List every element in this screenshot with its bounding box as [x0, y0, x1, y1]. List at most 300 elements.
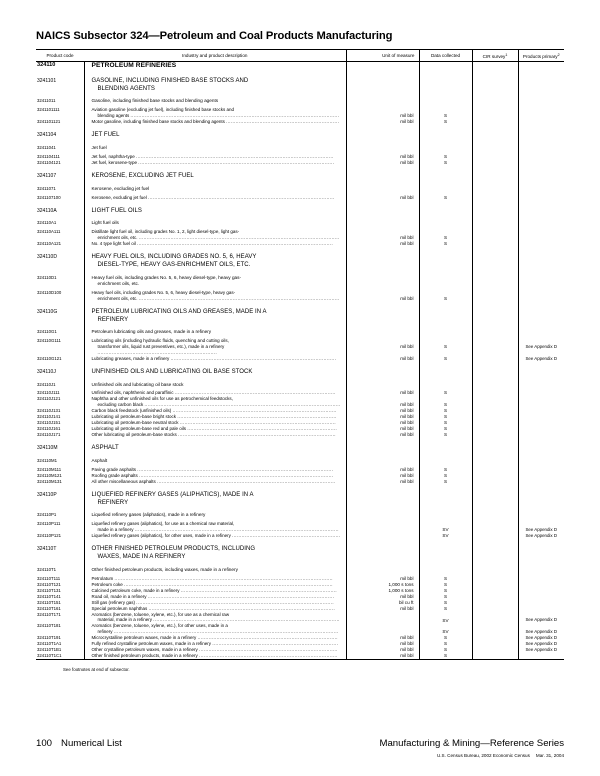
leader-dots: ...................................................................................................................................	[130, 113, 340, 119]
product-code-cell: 324110A121	[36, 241, 84, 247]
unit-of-measure-cell: mil bbl	[346, 229, 419, 241]
product-description-cell	[84, 356, 346, 362]
col-header-data-collected: Data collected	[419, 50, 472, 62]
data-collected-cell: S	[419, 338, 472, 356]
data-collected-cell	[419, 369, 472, 377]
product-code-cell: 324110M1	[36, 458, 84, 464]
unit-of-measure-cell: mil bbl	[346, 414, 419, 420]
data-collected-cell: S	[419, 356, 472, 362]
description-line: HEAVY FUEL OILS, INCLUDING GRADES NO. 5, 6, HEAVY	[91, 254, 257, 261]
product-code-cell: 324110D	[36, 254, 84, 270]
cir-survey-cell	[472, 492, 518, 508]
products-primary-cell	[518, 132, 564, 140]
cir-survey-cell	[472, 173, 518, 181]
product-description-cell	[84, 612, 346, 624]
leader-dots: .............................................................................................................................................	[113, 629, 339, 635]
data-collected-cell: S	[419, 647, 472, 653]
product-code-cell: 32411041	[36, 145, 84, 151]
data-collected-cell: S	[419, 154, 472, 160]
table-row	[36, 275, 564, 287]
table-row	[36, 107, 564, 119]
description-line: Fully refined crystalline petroleum waxes, made in a refinery	[91, 641, 212, 647]
page-footer	[36, 738, 564, 758]
data-collected-cell: S	[419, 408, 472, 414]
product-description-cell	[84, 229, 346, 241]
description-line: Aviation gasoline (excluding jet fuel), including finished base stocks and	[91, 107, 235, 113]
unit-of-measure-cell	[346, 546, 419, 562]
product-code-cell: 324110M	[36, 445, 84, 453]
description-line: Still gas (refinery gas)	[91, 599, 136, 605]
product-code-cell: 3241104121	[36, 160, 84, 166]
description-line: Jet fuel	[91, 145, 107, 151]
unit-of-measure-cell	[346, 208, 419, 216]
description-line-continued: enrichment oils, etc. ..............................................................................................................................	[97, 295, 340, 301]
product-code-cell: 324110T1A1	[36, 641, 84, 647]
data-collected-cell: S	[419, 195, 472, 201]
data-collected-cell: S	[419, 582, 472, 588]
table-row	[36, 173, 564, 181]
unit-of-measure-cell: 1,000 s tons	[346, 582, 419, 588]
product-description-cell	[84, 338, 346, 356]
leader-dots: ...................................................................................................	[178, 432, 336, 438]
unit-of-measure-cell: mil bbl	[346, 420, 419, 426]
page-number: 100	[36, 738, 53, 749]
data-collected-cell: S	[419, 594, 472, 600]
table-spacer-row	[36, 485, 564, 492]
product-description-cell	[84, 62, 346, 71]
product-code-cell: 324110J151	[36, 420, 84, 426]
products-primary-cell: See Appendix D	[518, 356, 564, 362]
product-code-cell: 324110T151	[36, 600, 84, 606]
description-line: OTHER FINISHED PETROLEUM PRODUCTS, INCLUDING	[91, 546, 256, 553]
product-code-cell: 324110J	[36, 369, 84, 377]
data-collected-cell: S	[419, 420, 472, 426]
products-primary-cell: See Appendix D	[518, 647, 564, 653]
unit-of-measure-cell: mil bbl	[346, 576, 419, 582]
footnote-marker-1: 1	[505, 52, 508, 57]
description-line: No. 4 type light fuel oil	[91, 241, 136, 247]
product-code-cell: 324110D1	[36, 275, 84, 287]
description-line: Naphtha and other unfinished oils for use as petrochemical feedstocks,	[91, 396, 233, 402]
unit-of-measure-cell	[346, 445, 419, 453]
description-line: Aromatics (benzene, toluene, xylene, etc.), for use as a chemical raw	[91, 611, 230, 617]
description-line-continued: refinery .............................................................................................................................................	[97, 629, 339, 635]
cir-survey-cell	[472, 229, 518, 241]
description-line: Motor gasoline, including finished base stocks and blending agents	[91, 119, 225, 125]
table-spacer-row	[36, 201, 564, 208]
data-collected-cell: S	[419, 107, 472, 119]
product-code-cell: 324110T131	[36, 588, 84, 594]
table-spacer-row	[36, 247, 564, 254]
data-collected-cell: S	[419, 473, 472, 479]
description-line: Kerosene, excluding jet fuel	[91, 194, 147, 200]
product-code-cell: 324110G1	[36, 329, 84, 335]
data-collected-cell: S	[419, 576, 472, 582]
leader-dots: ...........................................................................................................................	[144, 402, 341, 408]
product-code-cell: 324110P111	[36, 521, 84, 533]
description-line: Petrolatum	[91, 575, 114, 581]
leader-dots: ..................................................................................................	[180, 587, 338, 593]
table-row	[36, 445, 564, 453]
col-header-unit: Unit of measure	[346, 50, 419, 62]
table-row	[36, 396, 564, 408]
description-line: Distillate light fuel oil, including grades No. 1, 2, light diesel-type, light gas-	[91, 229, 240, 235]
product-code-cell: 324110T181	[36, 623, 84, 635]
description-line: Roofing grade asphalts	[91, 472, 138, 478]
leader-dots: ...........................................................................................................................	[138, 159, 335, 165]
unit-of-measure-cell: mil bbl	[346, 641, 419, 647]
description-line: Gasoline, including finished base stocks and blending agents	[91, 98, 219, 104]
products-primary-cell	[518, 254, 564, 270]
unit-of-measure-cell	[346, 369, 419, 377]
table-spacer-row	[36, 539, 564, 546]
products-primary-cell	[518, 62, 564, 71]
table-row	[36, 229, 564, 241]
table-row	[36, 521, 564, 533]
data-collected-cell: S	[419, 479, 472, 485]
cir-survey-cell	[472, 62, 518, 71]
table-spacer-row	[36, 438, 564, 445]
table-row	[36, 338, 564, 356]
description-line: Road oil, made in a refinery	[91, 593, 147, 599]
description-line: KEROSENE, EXCLUDING JET FUEL	[91, 172, 194, 179]
description-line: LIQUEFIED REFINERY GASES (ALIPHATICS), MADE IN A	[91, 491, 254, 498]
product-code-cell: 324110M121	[36, 473, 84, 479]
unit-of-measure-cell: mil bbl	[346, 160, 419, 166]
table-spacer-row	[36, 166, 564, 173]
product-code-cell: 324110P	[36, 492, 84, 508]
leader-dots: ..............................................................................................................................	[138, 235, 340, 241]
product-description-cell	[84, 107, 346, 119]
product-description-cell	[84, 623, 346, 635]
leader-dots: .......................................................................	[226, 119, 340, 125]
product-code-cell: 324110J111	[36, 390, 84, 396]
col-header-cir-survey-text: CIR survey	[482, 54, 506, 60]
col-header-products-primary-text: Products primary	[522, 54, 558, 60]
cir-survey-cell	[472, 338, 518, 356]
product-description-cell	[84, 492, 346, 508]
products-primary-cell: See Appendix D	[518, 533, 564, 539]
data-collected-cell: S	[419, 467, 472, 473]
description-line: Light fuel oils	[91, 220, 119, 226]
description-line: UNFINISHED OILS AND LUBRICATING OIL BASE STOCK	[91, 368, 253, 375]
description-line: Calcined petroleum coke, made in a refinery	[91, 587, 180, 593]
data-collected-cell: S	[419, 432, 472, 438]
products-primary-cell	[518, 396, 564, 408]
footer-date: Mar. 31, 2004	[535, 752, 564, 758]
description-line: Lubricating greases, made in a refinery	[91, 355, 170, 361]
leader-dots: ..........................................................................................................................	[139, 472, 334, 478]
data-collected-cell	[419, 62, 472, 71]
leader-dots: ................................................................................................................	[157, 478, 336, 484]
description-line: Other crystalline petroleum waxes, made in a refinery	[91, 647, 198, 653]
product-code-cell: 324110J141	[36, 414, 84, 420]
description-line: Petroleum coke	[91, 581, 123, 587]
products-primary-cell: See Appendix D	[518, 623, 564, 635]
product-description-cell	[84, 241, 346, 247]
cir-survey-cell	[472, 623, 518, 635]
data-collected-cell: SV	[419, 612, 472, 624]
product-code-cell: 3241107100	[36, 195, 84, 201]
unit-of-measure-cell	[346, 78, 419, 94]
description-line: Asphalt	[91, 458, 108, 463]
unit-of-measure-cell: mil bbl	[346, 396, 419, 408]
product-description-cell	[84, 479, 346, 485]
leader-dots: ...........................................................................................................................	[137, 241, 334, 247]
leader-dots: ...................................................................................................................................	[124, 581, 333, 587]
products-primary-cell	[518, 173, 564, 181]
product-description-cell	[84, 254, 346, 270]
unit-of-measure-cell: mil bbl	[346, 241, 419, 247]
data-collected-cell: S	[419, 588, 472, 594]
products-primary-cell: See Appendix D	[518, 635, 564, 641]
unit-of-measure-cell: mil bbl	[346, 426, 419, 432]
product-code-cell: 324110G111	[36, 338, 84, 356]
col-header-product-code: Product code	[36, 50, 84, 62]
cir-survey-cell	[472, 290, 518, 302]
unit-of-measure-cell	[346, 612, 419, 624]
product-code-cell: 324110T	[36, 546, 84, 562]
leader-dots: ........................................................................................	[197, 635, 338, 641]
table-row	[36, 623, 564, 635]
table-row	[36, 309, 564, 325]
description-line-continued: REFINERY	[97, 499, 129, 506]
product-description-cell	[84, 78, 346, 94]
products-primary-cell	[518, 369, 564, 377]
document-page	[36, 30, 564, 672]
col-header-description: Industry and product description	[84, 50, 346, 62]
unit-of-measure-cell	[346, 623, 419, 635]
description-line: Heavy fuel oils, including grades No. 5, 6, heavy diesel-type, heavy gas-	[91, 289, 236, 295]
table-row	[36, 78, 564, 94]
leader-dots: .......................................................................................	[199, 653, 338, 659]
data-collected-cell: S	[419, 119, 472, 125]
data-collected-cell: SV	[419, 521, 472, 533]
table-spacer-row	[36, 71, 564, 78]
cir-survey-cell	[472, 309, 518, 325]
description-line: Other finished petroleum products, including waxes, made in a refinery	[91, 566, 238, 572]
footer-section-label: Numerical List	[61, 738, 122, 749]
description-line: Jet fuel, kerosene-type	[91, 159, 138, 165]
product-code-cell: 32411011	[36, 98, 84, 104]
description-line: Carbon black feedstock (unfinished oils)	[91, 408, 172, 414]
product-code-cell: 324110J161	[36, 426, 84, 432]
leader-dots: .....................................................................................................................	[147, 593, 335, 599]
cir-survey-cell	[472, 132, 518, 140]
product-code-cell: 32411071	[36, 186, 84, 192]
leader-dots: .........................................................................................................................................	[114, 575, 333, 581]
product-code-cell: 324110G121	[36, 356, 84, 362]
leader-dots: ....................................................................................................	[177, 414, 337, 420]
unit-of-measure-cell	[346, 492, 419, 508]
description-line-continued: DIESEL-TYPE, HEAVY GAS-ENRICHMENT OILS, ETC.	[97, 262, 251, 268]
description-line: Lubricating oils (including hydraulic fluids, quenching and cutting oils,	[91, 338, 229, 344]
leader-dots: .....................................................................................................	[174, 390, 336, 396]
product-description-cell	[84, 290, 346, 302]
products-primary-cell: See Appendix D	[518, 612, 564, 624]
product-description-cell	[84, 369, 346, 377]
leader-dots: .....................................................................................................................	[148, 605, 336, 611]
description-line-continued: transformer oils, liquid rust preventives, etc.), made in a refinery ...........................................................................	[97, 344, 225, 355]
leader-dots: ...........................................................................	[97, 349, 218, 355]
product-code-cell: 324110T111	[36, 576, 84, 582]
description-line: Paving grade asphalts	[91, 466, 137, 472]
products-primary-cell	[518, 275, 564, 287]
leader-dots: ..............................................................................................	[187, 426, 338, 432]
data-collected-cell: S	[419, 396, 472, 408]
products-primary-cell	[518, 309, 564, 325]
data-collected-cell	[419, 254, 472, 270]
table-spacer-row	[36, 125, 564, 132]
unit-of-measure-cell: mil bbl	[346, 647, 419, 653]
footer-source-line	[36, 753, 564, 758]
data-collected-cell	[419, 132, 472, 140]
cir-survey-cell	[472, 78, 518, 94]
product-code-cell: 324110T1	[36, 567, 84, 573]
product-code-cell: 3241101111	[36, 107, 84, 119]
product-description-cell	[84, 521, 346, 533]
description-line: Liquefied refinery gases (aliphatics), made in a refinery	[91, 512, 206, 518]
product-code-cell: 3241107	[36, 173, 84, 181]
product-code-cell: 324110T121	[36, 582, 84, 588]
product-code-cell: 324110	[36, 62, 84, 71]
product-code-cell: 324110J1	[36, 382, 84, 388]
description-line: LIGHT FUEL OILS	[91, 207, 142, 214]
cir-survey-cell	[472, 208, 518, 216]
description-line: Lubricating oil petroleum-base bright stock	[91, 414, 177, 420]
data-collected-cell	[419, 208, 472, 216]
unit-of-measure-cell: mil bbl	[346, 635, 419, 641]
product-code-cell: 324110P121	[36, 533, 84, 539]
product-code-cell: 324110P1	[36, 512, 84, 518]
description-line: Liquefied refinery gases (aliphatics), for other uses, made in a refinery	[91, 533, 231, 539]
data-collected-cell: S	[419, 229, 472, 241]
product-code-cell: 324110M111	[36, 467, 84, 473]
product-description-cell	[84, 208, 346, 216]
description-line: Liquefied refinery gases (aliphatics), for use as a chemical raw material,	[91, 521, 235, 527]
table-row	[36, 62, 564, 71]
description-line-continued: material, made in a refinery .....................................................................................................................	[97, 617, 340, 623]
leader-dots: ........................................................................................................	[170, 355, 337, 361]
unit-of-measure-cell	[346, 275, 419, 287]
cir-survey-cell	[472, 396, 518, 408]
data-collected-cell	[419, 309, 472, 325]
product-code-cell: 324110J171	[36, 432, 84, 438]
unit-of-measure-cell: mil bbl	[346, 356, 419, 362]
description-line: Other lubricating oil petroleum-base stocks	[91, 432, 177, 438]
products-primary-cell	[518, 290, 564, 302]
data-collected-cell	[419, 445, 472, 453]
products-primary-cell	[518, 78, 564, 94]
product-code-cell: 3241101	[36, 78, 84, 94]
product-code-cell: 3241104111	[36, 154, 84, 160]
data-collected-cell	[419, 275, 472, 287]
product-code-cell: 324110J131	[36, 408, 84, 414]
col-header-products-primary	[518, 50, 564, 62]
table-row	[36, 132, 564, 140]
data-collected-cell: S	[419, 606, 472, 612]
products-primary-cell	[518, 229, 564, 241]
products-primary-cell	[518, 208, 564, 216]
cir-survey-cell	[472, 612, 518, 624]
leader-dots: .....................................................................................................................	[148, 194, 335, 200]
products-primary-cell: See Appendix D	[518, 521, 564, 533]
cir-survey-cell	[472, 369, 518, 377]
data-collected-cell: S	[419, 635, 472, 641]
description-line-continued: enrichment oils, etc.	[97, 280, 140, 286]
product-code-cell: 324110M131	[36, 479, 84, 485]
description-line: PETROLEUM LUBRICATING OILS AND GREASES, MADE IN A	[91, 308, 267, 315]
data-collected-cell	[419, 173, 472, 181]
unit-of-measure-cell: bil cu ft	[346, 600, 419, 606]
product-description-cell	[84, 533, 346, 539]
description-line: Jet fuel, naphtha-type	[91, 153, 135, 159]
unit-of-measure-cell: mil bbl	[346, 432, 419, 438]
data-collected-cell: S	[419, 241, 472, 247]
unit-of-measure-cell: mil bbl	[346, 594, 419, 600]
product-code-cell: 324110D100	[36, 290, 84, 302]
product-description-cell	[84, 195, 346, 201]
data-collected-cell: SV	[419, 533, 472, 539]
product-description-cell	[84, 173, 346, 181]
product-description-cell	[84, 653, 346, 659]
leader-dots: ....................................................................	[232, 533, 341, 539]
leader-dots: ................................................................................................................................	[134, 527, 339, 533]
description-line: All other miscellaneous asphalts	[91, 478, 156, 484]
product-code-cell: 324110T161	[36, 606, 84, 612]
description-line: Microcrystalline petroleum waxes, made in a refinery	[91, 635, 197, 641]
unit-of-measure-cell	[346, 309, 419, 325]
product-code-cell: 324110T1C1	[36, 653, 84, 659]
data-collected-cell: S	[419, 426, 472, 432]
description-line: Other finished petroleum products, made in a refinery	[91, 653, 198, 659]
description-line: Aromatics (benzene, toluene, xylene, etc.), for other uses, made in a	[91, 623, 228, 629]
product-description-cell	[84, 119, 346, 125]
page-title: NAICS Subsector 324—Petroleum and Coal Products Manufacturing	[36, 30, 393, 42]
table-header-row	[36, 50, 564, 62]
description-line-continued: blending agents ...................................................................................................................................	[97, 113, 340, 119]
products-primary-cell	[518, 546, 564, 562]
description-line: Heavy fuel oils, including grades No. 5, 6, heavy diesel-type, heavy gas-	[91, 274, 242, 280]
product-description-cell	[84, 396, 346, 408]
unit-of-measure-cell: mil bbl	[346, 606, 419, 612]
leader-dots: ............................................................................................................................	[136, 153, 334, 159]
description-line: Lubricating oil petroleum-base red and pale oils	[91, 426, 187, 432]
table-row	[36, 546, 564, 562]
cir-survey-cell	[472, 107, 518, 119]
table-row	[36, 208, 564, 216]
product-code-cell: 324110A1	[36, 220, 84, 226]
product-description-cell	[84, 432, 346, 438]
see-footnotes-note: See footnotes at end of subsector.	[63, 667, 130, 673]
data-collected-cell: S	[419, 390, 472, 396]
table-row	[36, 254, 564, 270]
data-collected-cell: S	[419, 653, 472, 659]
description-line-continued: REFINERY	[97, 316, 129, 323]
table-header	[36, 50, 564, 62]
description-line: JET FUEL	[91, 132, 120, 139]
table-row	[36, 492, 564, 508]
description-line: Special petroleum naphthas	[91, 605, 148, 611]
unit-of-measure-cell: mil bbl	[346, 195, 419, 201]
unit-of-measure-cell: mil bbl	[346, 390, 419, 396]
unit-of-measure-cell: mil bbl	[346, 467, 419, 473]
footer-left	[36, 738, 122, 749]
product-description-cell	[84, 546, 346, 562]
product-description-cell	[84, 445, 346, 453]
description-line: Unfinished oils, naphthenic and paraffinic	[91, 390, 174, 396]
leader-dots: ..................................................................................................	[179, 420, 337, 426]
